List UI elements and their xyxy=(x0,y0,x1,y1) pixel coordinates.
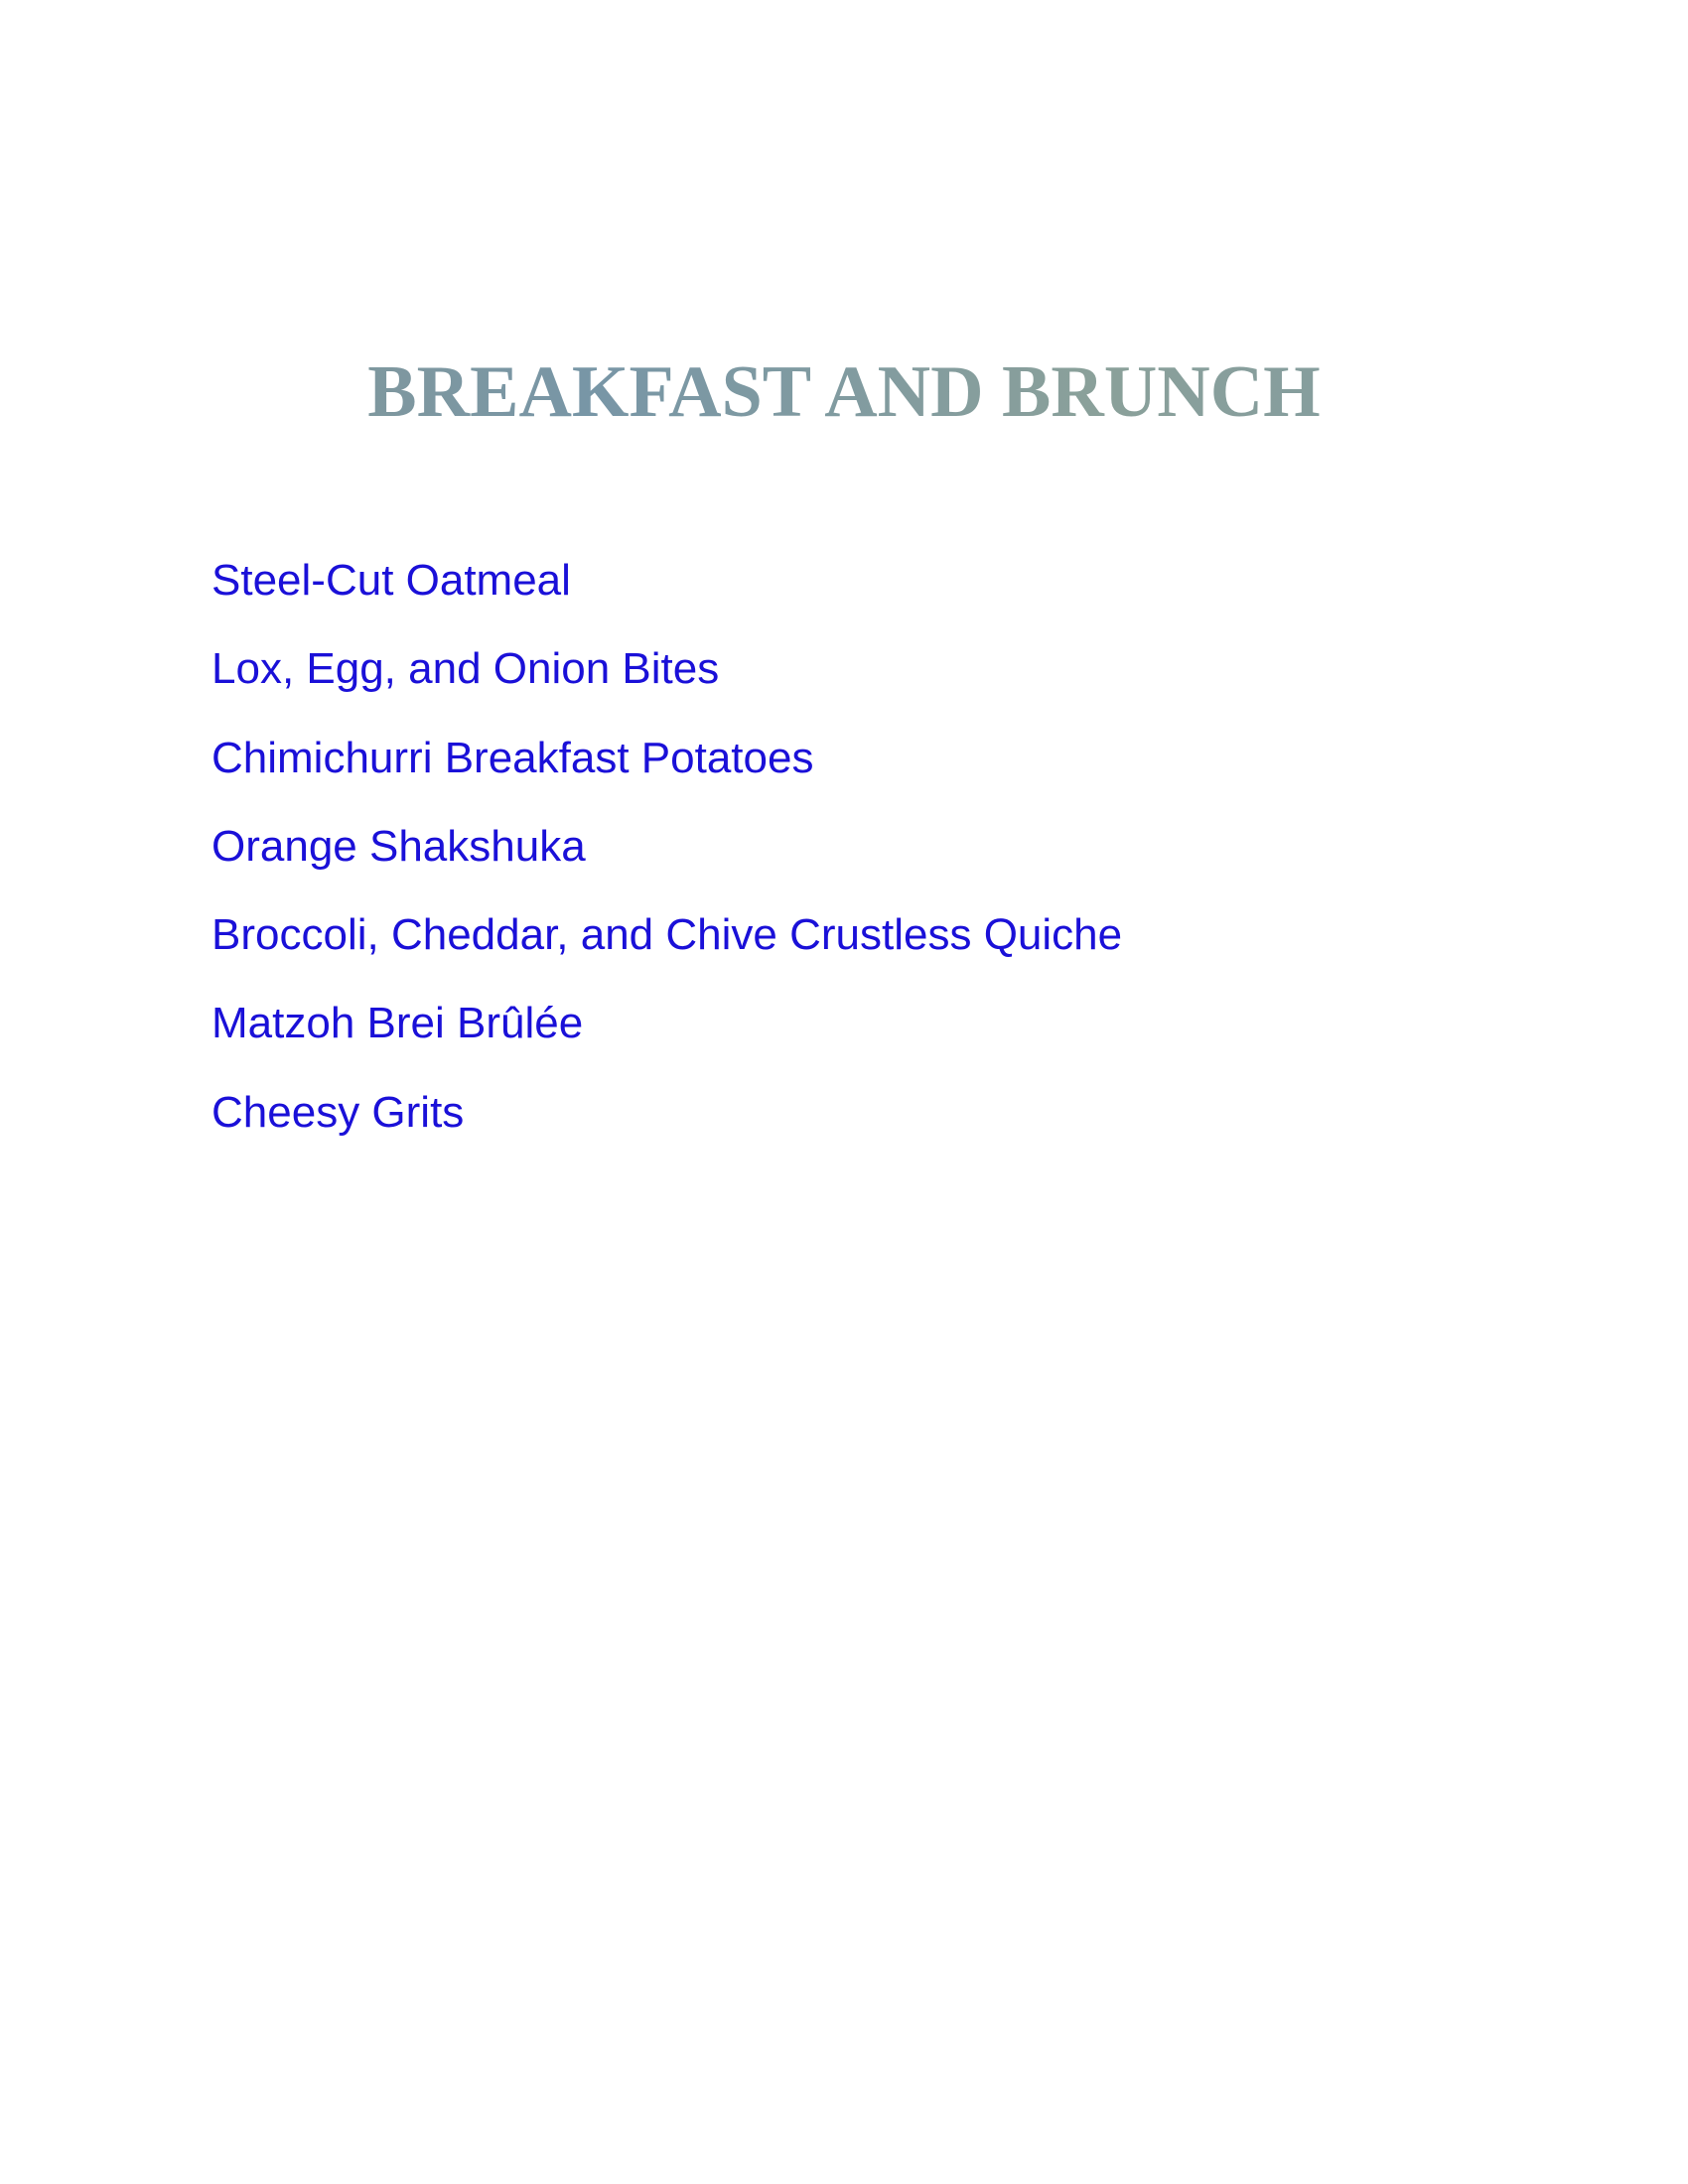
list-item xyxy=(211,727,1122,815)
recipe-link-lox-egg-onion-bites[interactable]: Lox, Egg, and Onion Bites xyxy=(211,644,720,694)
recipe-link-chimichurri-breakfast-potatoes[interactable]: Chimichurri Breakfast Potatoes xyxy=(211,733,814,782)
recipe-link-steel-cut-oatmeal[interactable]: Steel-Cut Oatmeal xyxy=(211,556,571,605)
recipe-link-list xyxy=(211,549,1122,1169)
list-item xyxy=(211,815,1122,903)
recipe-link-matzoh-brei-brulee[interactable]: Matzoh Brei Brûlée xyxy=(211,999,584,1048)
list-item xyxy=(211,549,1122,637)
recipe-link-cheesy-grits[interactable]: Cheesy Grits xyxy=(211,1087,465,1137)
list-item xyxy=(211,637,1122,726)
list-item xyxy=(211,992,1122,1080)
list-item xyxy=(211,903,1122,992)
recipe-link-broccoli-cheddar-chive-quiche[interactable]: Broccoli, Cheddar, and Chive Crustless Quiche xyxy=(211,910,1123,960)
chapter-title: BREAKFAST AND BRUNCH xyxy=(0,352,1688,432)
list-item xyxy=(211,1081,1122,1169)
recipe-link-orange-shakshuka[interactable]: Orange Shakshuka xyxy=(211,821,586,871)
